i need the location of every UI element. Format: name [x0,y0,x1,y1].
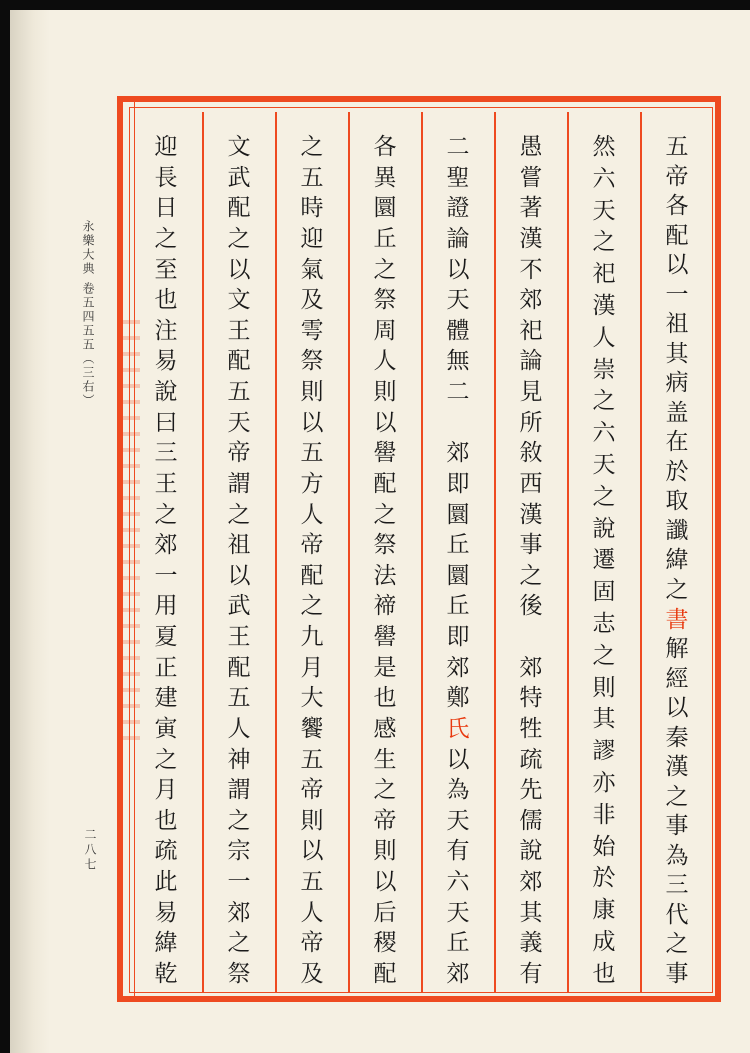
glyph: 崇 [592,356,616,383]
glyph: 五 [300,746,324,773]
glyph: 丘 [446,532,470,559]
glyph: 則 [373,838,397,865]
glyph: 迎 [154,134,178,160]
glyph: 帝 [665,163,689,190]
glyph: 圜 [446,562,470,589]
glyph: 郊 [227,899,251,926]
glyph: 郊 [446,654,470,681]
glyph: 二 [446,134,470,160]
glyph: 志 [592,610,616,637]
glyph: 人 [373,348,397,375]
glyph: 迎 [300,225,324,252]
glyph: 人 [592,324,616,351]
glyph: 特 [519,685,543,712]
glyph: 事 [665,960,689,987]
glyph: 則 [373,379,397,405]
text-column [514,136,548,986]
glyph: 緯 [154,930,178,957]
glyph: 一 [227,869,251,895]
column-rule [348,112,350,992]
glyph: 天 [446,807,470,834]
glyph: 之 [227,930,251,957]
glyph: 為 [446,777,470,804]
glyph: 然 [592,134,616,160]
glyph: 著 [519,195,543,222]
glyph: 之 [373,777,397,804]
glyph: 論 [519,348,543,375]
glyph: 以 [300,409,324,436]
glyph: 易 [154,348,178,375]
glyph: 說 [154,379,178,405]
glyph: 疏 [519,746,543,773]
glyph: 日 [154,195,178,222]
glyph: 其 [665,340,689,367]
glyph: 嘗 [519,164,543,191]
glyph: 事 [519,532,543,559]
glyph: 二 [446,379,470,405]
glyph: 時 [300,195,324,222]
glyph: 禘 [373,593,397,620]
glyph: 六 [446,869,470,895]
glyph: 人 [300,899,324,926]
glyph: 為 [665,842,689,869]
glyph: 易 [154,899,178,926]
glyph: 解 [665,636,689,663]
glyph: 氏 [446,715,470,742]
glyph: 漢 [519,501,543,528]
glyph: 於 [592,865,616,892]
glyph: 之 [665,931,689,958]
glyph: 方 [300,470,324,497]
glyph: 之 [592,483,616,510]
glyph: 嚳 [373,440,397,467]
glyph: 鄭 [446,685,470,712]
glyph: 以 [665,252,689,279]
glyph: 有 [519,960,543,987]
glyph: 漢 [519,225,543,252]
glyph: 亦 [592,769,616,796]
glyph: 祖 [227,532,251,559]
glyph: 以 [665,695,689,722]
glyph: 郊 [446,960,470,987]
glyph: 正 [154,654,178,681]
glyph: 王 [154,470,178,497]
glyph: 人 [227,715,251,742]
glyph: 五 [665,134,689,160]
glyph: 丘 [373,225,397,252]
glyph: 康 [592,897,616,924]
glyph: 丘 [446,930,470,957]
glyph: 用 [154,593,178,620]
glyph: 祀 [519,317,543,344]
glyph: 也 [592,960,616,987]
column-rule [640,112,642,992]
glyph: 之 [592,229,616,256]
glyph: 郊 [154,532,178,559]
glyph: 寅 [154,715,178,742]
glyph: 至 [154,256,178,283]
glyph: 疏 [154,838,178,865]
glyph: 感 [373,715,397,742]
glyph: 六 [592,165,616,192]
glyph: 非 [592,801,616,828]
glyph: 之 [373,256,397,283]
glyph: 事 [665,813,689,840]
column-rule [275,112,277,992]
glyph: 配 [373,470,397,497]
text-column [660,136,694,986]
glyph: 配 [227,195,251,222]
glyph: 無 [446,348,470,375]
glyph: 之 [154,501,178,528]
glyph: 聖 [446,164,470,191]
column-rule [567,112,569,992]
glyph: 此 [154,869,178,895]
glyph: 祭 [373,532,397,559]
glyph: 九 [300,624,324,650]
glyph: 之 [154,746,178,773]
glyph: 謬 [592,738,616,765]
glyph: 先 [519,777,543,804]
glyph: 病 [665,370,689,397]
glyph: 丘 [446,593,470,620]
glyph: 是 [373,654,397,681]
glyph: 體 [446,317,470,344]
glyph: 在 [665,429,689,456]
glyph: 之 [592,642,616,669]
glyph: 周 [373,317,397,344]
glyph: 圜 [446,501,470,528]
glyph: 武 [227,593,251,620]
glyph: 雩 [300,317,324,344]
fishtail-ornament [118,320,140,740]
glyph: 也 [154,807,178,834]
glyph: 郊 [519,287,543,314]
glyph: 及 [300,960,324,987]
glyph: 五 [300,440,324,467]
glyph: 牲 [519,715,543,742]
glyph: 長 [154,164,178,191]
glyph: 有 [446,838,470,865]
glyph: 於 [665,458,689,485]
glyph: 始 [592,833,616,860]
glyph: 王 [227,317,251,344]
glyph: 祭 [300,348,324,375]
glyph: 說 [519,838,543,865]
glyph: 神 [227,746,251,773]
glyph: 緯 [665,547,689,574]
glyph: 文 [227,287,251,314]
glyph: 之 [519,562,543,589]
glyph: 月 [154,777,178,804]
glyph: 郊 [446,440,470,467]
glyph: 義 [519,930,543,957]
glyph: 即 [446,470,470,497]
glyph: 之 [300,134,324,160]
text-column [587,136,621,986]
glyph: 之 [154,225,178,252]
glyph: 之 [300,593,324,620]
glyph: 之 [373,501,397,528]
glyph: 氣 [300,256,324,283]
glyph: 西 [519,470,543,497]
glyph: 見 [519,379,543,405]
glyph: 三 [154,440,178,467]
glyph: 則 [300,807,324,834]
glyph: 注 [154,317,178,344]
glyph: 說 [592,515,616,542]
page-frame [117,96,721,1002]
glyph: 代 [665,901,689,928]
glyph: 天 [592,197,616,224]
glyph: 法 [373,562,397,589]
glyph: 論 [446,225,470,252]
glyph: 敘 [519,440,543,467]
glyph: 五 [227,685,251,712]
text-column [441,136,475,986]
glyph: 五 [227,379,251,405]
glyph: 以 [373,409,397,436]
glyph: 一 [665,281,689,308]
glyph: 異 [373,164,397,191]
glyph: 秦 [665,724,689,751]
column-rule [421,112,423,992]
glyph: 讖 [665,517,689,544]
glyph: 天 [227,409,251,436]
glyph: 文 [227,134,251,160]
glyph: 祭 [373,287,397,314]
glyph: 天 [446,899,470,926]
glyph: 之 [227,225,251,252]
glyph: 以 [446,746,470,773]
glyph: 配 [373,960,397,987]
column-rule [202,112,204,992]
glyph: 配 [227,654,251,681]
glyph: 所 [519,409,543,436]
glyph: 取 [665,488,689,515]
glyph: 郊 [519,654,543,681]
glyph: 圜 [373,195,397,222]
glyph: 成 [592,928,616,955]
glyph: 經 [665,665,689,692]
glyph: 謂 [227,777,251,804]
glyph: 之 [665,783,689,810]
glyph: 即 [446,624,470,650]
glyph: 天 [446,287,470,314]
text-column [295,136,329,986]
glyph: 祭 [227,960,251,987]
glyph: 一 [154,562,178,589]
glyph: 饗 [300,715,324,742]
glyph: 證 [446,195,470,222]
text-column [149,136,183,986]
glyph: 乾 [154,960,178,987]
glyph: 人 [300,501,324,528]
margin-title: 永樂大典 卷五四五五（三右） [81,220,95,408]
glyph: 固 [592,579,616,606]
glyph: 曰 [154,409,178,436]
glyph: 書 [665,606,689,633]
glyph: 漢 [592,292,616,319]
glyph: 帝 [300,777,324,804]
glyph: 其 [519,899,543,926]
glyph: 配 [300,562,324,589]
text-column [222,136,256,986]
glyph: 帝 [373,807,397,834]
glyph: 謂 [227,470,251,497]
glyph: 以 [373,869,397,895]
glyph: 之 [227,501,251,528]
glyph: 建 [154,685,178,712]
glyph: 宗 [227,838,251,865]
glyph: 以 [227,256,251,283]
glyph: 及 [300,287,324,314]
glyph: 配 [665,222,689,249]
glyph: 各 [373,134,397,160]
glyph: 也 [373,685,397,712]
glyph: 夏 [154,624,178,650]
glyph: 祖 [665,311,689,338]
glyph: 嚳 [373,624,397,650]
glyph: 王 [227,624,251,650]
glyph: 六 [592,420,616,447]
glyph: 盖 [665,399,689,426]
glyph: 則 [300,379,324,405]
text-column [368,136,402,986]
glyph: 五 [300,164,324,191]
glyph: 帝 [227,440,251,467]
glyph: 稷 [373,930,397,957]
glyph: 郊 [519,869,543,895]
glyph: 三 [665,872,689,899]
glyph: 生 [373,746,397,773]
glyph: 配 [227,348,251,375]
glyph: 以 [227,562,251,589]
column-rule [494,112,496,992]
glyph: 不 [519,256,543,283]
folio-number: 二八七 [83,828,97,873]
book-gutter [10,10,50,1053]
glyph: 天 [592,451,616,478]
glyph: 大 [300,685,324,712]
glyph: 以 [446,256,470,283]
glyph: 也 [154,287,178,314]
glyph: 其 [592,706,616,733]
glyph: 帝 [300,930,324,957]
glyph: 祀 [592,261,616,288]
glyph: 月 [300,654,324,681]
glyph: 則 [592,674,616,701]
glyph: 五 [300,869,324,895]
glyph: 漢 [665,754,689,781]
glyph: 愚 [519,134,543,160]
glyph: 帝 [300,532,324,559]
glyph: 後 [519,593,543,620]
glyph: 后 [373,899,397,926]
glyph: 儒 [519,807,543,834]
glyph: 遷 [592,547,616,574]
glyph: 以 [300,838,324,865]
glyph: 之 [227,807,251,834]
glyph: 各 [665,193,689,220]
glyph: 之 [665,576,689,603]
glyph: 之 [592,388,616,415]
glyph: 武 [227,164,251,191]
